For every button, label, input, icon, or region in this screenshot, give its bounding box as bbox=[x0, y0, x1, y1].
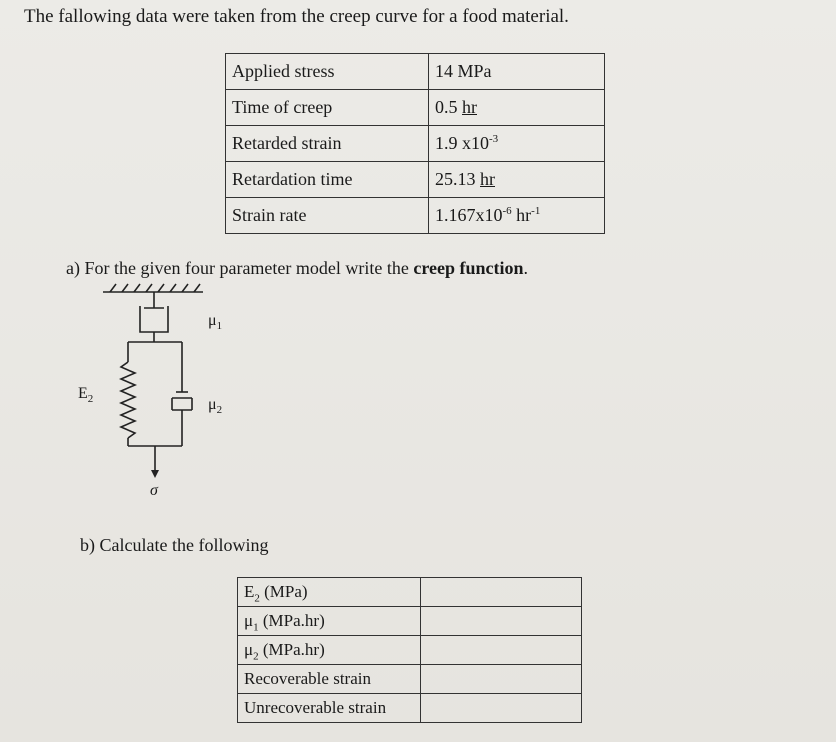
table-cell-key: $\mu_2$ (MPa.hr) bbox=[238, 636, 421, 665]
table-cell-key: Time of creep bbox=[226, 90, 429, 126]
value-unit: hr bbox=[480, 169, 495, 189]
table-cell-key: $\mu_1$ (MPa.hr) bbox=[238, 607, 421, 636]
answer-cell[interactable] bbox=[421, 665, 582, 694]
table-cell-key: Applied stress bbox=[226, 54, 429, 90]
question-a-bold: creep function bbox=[413, 258, 524, 278]
table-cell-key: Recoverable strain bbox=[238, 665, 421, 694]
problem-title: The fallowing data were taken from the creep curve for a food material. bbox=[24, 6, 569, 27]
table-row bbox=[238, 665, 582, 694]
table-row bbox=[238, 694, 582, 723]
answer-cell[interactable] bbox=[421, 636, 582, 665]
table-row bbox=[238, 578, 582, 607]
dashpot-mu2 bbox=[172, 378, 192, 410]
answer-cell[interactable] bbox=[421, 607, 582, 636]
question-a-suffix: . bbox=[523, 258, 529, 278]
value-unit: hr bbox=[511, 205, 532, 225]
table-cell-key: Retardation time bbox=[226, 162, 429, 198]
value-exponent-2: -1 bbox=[531, 205, 541, 217]
question-a-prefix: a) For the given four parameter model write the bbox=[66, 258, 414, 278]
value-number: 1.167x10 bbox=[435, 205, 503, 225]
value-number: 0.5 bbox=[435, 97, 462, 117]
table-cell-key: Strain rate bbox=[226, 198, 429, 234]
value-exponent: -3 bbox=[489, 133, 499, 145]
answer-cell[interactable] bbox=[421, 694, 582, 723]
label-mu2: $\mu_2$ bbox=[208, 396, 223, 417]
table-cell-key: Unrecoverable strain bbox=[238, 694, 421, 723]
table-cell-value: 14 MPa bbox=[429, 54, 605, 90]
label-sigma: σ bbox=[150, 482, 158, 499]
value-exponent: -6 bbox=[502, 205, 512, 217]
label-e2: $E_2$ bbox=[78, 385, 94, 406]
load-arrow-icon bbox=[151, 470, 159, 478]
value-number: 25.13 bbox=[435, 169, 480, 189]
label-mu1: $\mu_1$ bbox=[208, 312, 223, 333]
results-table bbox=[237, 577, 582, 723]
answer-cell[interactable] bbox=[421, 578, 582, 607]
value-number: 1.9 x10 bbox=[435, 133, 489, 153]
table-cell-key: Retarded strain bbox=[226, 126, 429, 162]
table-cell-key: $E_2$ (MPa) bbox=[238, 578, 421, 607]
value-unit: hr bbox=[462, 97, 477, 117]
dashpot-mu1 bbox=[140, 306, 168, 332]
table-row bbox=[238, 636, 582, 665]
spring-e2 bbox=[121, 362, 135, 438]
support-hatching bbox=[110, 284, 200, 292]
question-b: b) Calculate the following bbox=[80, 535, 269, 555]
table-row bbox=[238, 607, 582, 636]
